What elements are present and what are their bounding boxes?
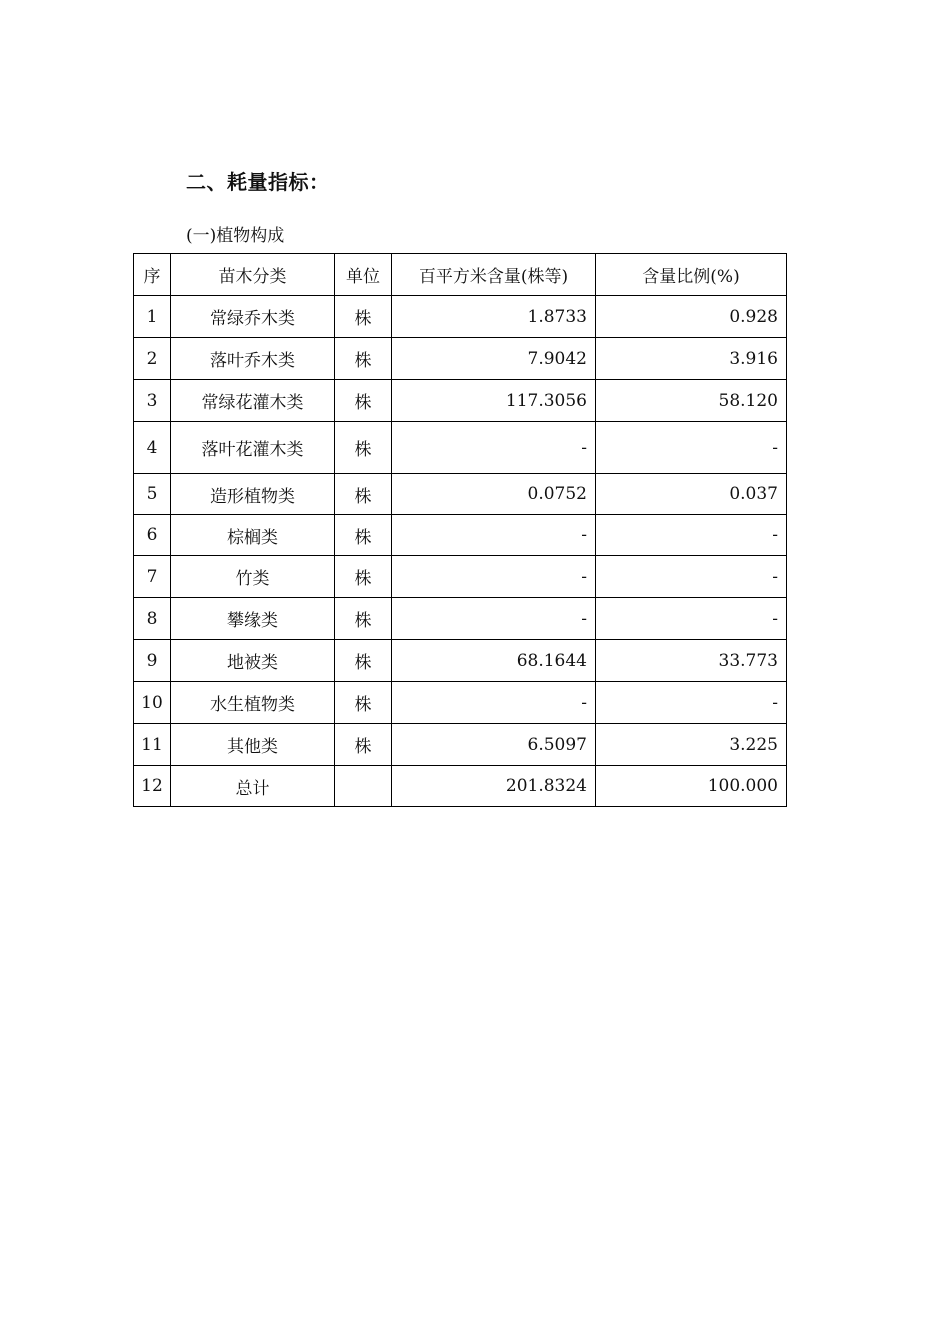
cell-seq: 5	[134, 474, 171, 515]
cell-seq: 8	[134, 598, 171, 640]
table-row	[134, 338, 787, 380]
cell-unit: 株	[335, 515, 392, 556]
cell-ratio: 3.225	[596, 724, 787, 766]
cell-category: 地被类	[171, 640, 335, 682]
cell-category: 常绿花灌木类	[171, 380, 335, 422]
cell-quantity: 68.1644	[392, 640, 596, 682]
cell-ratio: 33.773	[596, 640, 787, 682]
cell-quantity: -	[392, 556, 596, 598]
cell-unit: 株	[335, 640, 392, 682]
table-row	[134, 724, 787, 766]
cell-ratio: 0.037	[596, 474, 787, 515]
cell-unit: 株	[335, 380, 392, 422]
cell-category: 总计	[171, 766, 335, 807]
table-header	[134, 254, 787, 296]
cell-seq: 9	[134, 640, 171, 682]
cell-ratio: 58.120	[596, 380, 787, 422]
cell-quantity: -	[392, 598, 596, 640]
cell-category: 攀缘类	[171, 598, 335, 640]
cell-seq: 10	[134, 682, 171, 724]
table-row	[134, 640, 787, 682]
cell-category: 竹类	[171, 556, 335, 598]
plant-composition-table	[133, 253, 787, 807]
cell-category: 其他类	[171, 724, 335, 766]
table-row	[134, 474, 787, 515]
cell-unit: 株	[335, 338, 392, 380]
cell-quantity: 201.8324	[392, 766, 596, 807]
table-row-total	[134, 766, 787, 807]
cell-quantity: 0.0752	[392, 474, 596, 515]
cell-quantity: -	[392, 682, 596, 724]
table-row	[134, 515, 787, 556]
cell-seq: 7	[134, 556, 171, 598]
section-heading: 二、耗量指标：	[186, 170, 330, 194]
cell-seq: 2	[134, 338, 171, 380]
cell-quantity: 7.9042	[392, 338, 596, 380]
table-row	[134, 598, 787, 640]
cell-category: 水生植物类	[171, 682, 335, 724]
table-row	[134, 296, 787, 338]
cell-ratio: -	[596, 422, 787, 474]
header-seq: 序	[134, 254, 171, 296]
cell-category: 造形植物类	[171, 474, 335, 515]
table-header-row	[134, 254, 787, 296]
cell-seq: 1	[134, 296, 171, 338]
cell-ratio: 3.916	[596, 338, 787, 380]
cell-category: 棕榈类	[171, 515, 335, 556]
cell-category: 常绿乔木类	[171, 296, 335, 338]
cell-unit: 株	[335, 296, 392, 338]
header-unit: 单位	[335, 254, 392, 296]
cell-ratio: -	[596, 682, 787, 724]
table-row	[134, 556, 787, 598]
cell-unit: 株	[335, 474, 392, 515]
table-body	[134, 296, 787, 807]
cell-category: 落叶花灌木类	[171, 422, 335, 474]
cell-ratio: -	[596, 556, 787, 598]
cell-quantity: -	[392, 515, 596, 556]
cell-seq: 3	[134, 380, 171, 422]
cell-seq: 6	[134, 515, 171, 556]
cell-seq: 11	[134, 724, 171, 766]
table-row	[134, 682, 787, 724]
cell-ratio: -	[596, 598, 787, 640]
header-ratio: 含量比例(%)	[596, 254, 787, 296]
header-category: 苗木分类	[171, 254, 335, 296]
table-row	[134, 380, 787, 422]
cell-unit: 株	[335, 724, 392, 766]
cell-quantity: 117.3056	[392, 380, 596, 422]
header-quantity: 百平方米含量(株等)	[392, 254, 596, 296]
cell-seq: 4	[134, 422, 171, 474]
cell-unit	[335, 766, 392, 807]
subsection-heading: (一)植物构成	[186, 226, 285, 246]
cell-unit: 株	[335, 422, 392, 474]
cell-ratio: 100.000	[596, 766, 787, 807]
cell-quantity: 1.8733	[392, 296, 596, 338]
cell-quantity: -	[392, 422, 596, 474]
cell-quantity: 6.5097	[392, 724, 596, 766]
cell-unit: 株	[335, 598, 392, 640]
cell-category: 落叶乔木类	[171, 338, 335, 380]
cell-unit: 株	[335, 556, 392, 598]
table-row	[134, 422, 787, 474]
cell-seq: 12	[134, 766, 171, 807]
cell-ratio: 0.928	[596, 296, 787, 338]
cell-unit: 株	[335, 682, 392, 724]
cell-ratio: -	[596, 515, 787, 556]
